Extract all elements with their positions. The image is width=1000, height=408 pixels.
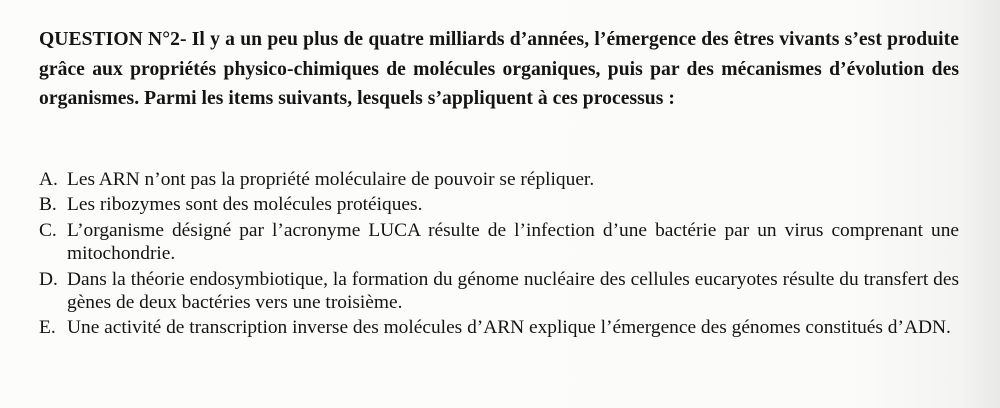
option-letter: A. xyxy=(39,169,58,190)
option-letter: D. xyxy=(39,268,58,290)
option-text: L’organisme désigné par l’acronyme LUCA résulte de l’infection d’une bactérie par un virus comprenant une mitochondrie. xyxy=(67,219,959,265)
option-text: Les ribozymes sont des molécules protéiques. xyxy=(67,194,423,216)
option-letter: E. xyxy=(39,317,56,339)
page-edge-shadow xyxy=(962,0,1000,408)
option-c xyxy=(39,219,959,266)
option-text: Une activité de transcription inverse des molécules d’ARN explique l’émergence des génomes constitués d’ADN. xyxy=(67,317,951,339)
option-a xyxy=(39,168,959,191)
option-text: Les ARN n’ont pas la propriété moléculaire de pouvoir se répliquer. xyxy=(67,169,595,190)
option-e xyxy=(39,316,959,339)
option-d xyxy=(39,268,959,315)
option-text: Dans la théorie endosymbiotique, la formation du génome nucléaire des cellules eucaryotes résulte du transfert des gènes de deux bactéries vers une troisième. xyxy=(67,268,959,314)
option-b xyxy=(39,193,959,216)
question-text: QUESTION N°2- Il y a un peu plus de quatre milliards d’années, l’émergence des êtres vivants s’est produite grâce aux propriétés physico-chimiques de molécules organiques, puis par des mécanismes d’évolution des organismes. Parmi les items suivants, lesquels s’appliquent à ces processus : xyxy=(39,29,959,109)
option-letter: B. xyxy=(39,194,57,216)
answer-options xyxy=(39,168,959,342)
option-letter: C. xyxy=(39,219,57,241)
